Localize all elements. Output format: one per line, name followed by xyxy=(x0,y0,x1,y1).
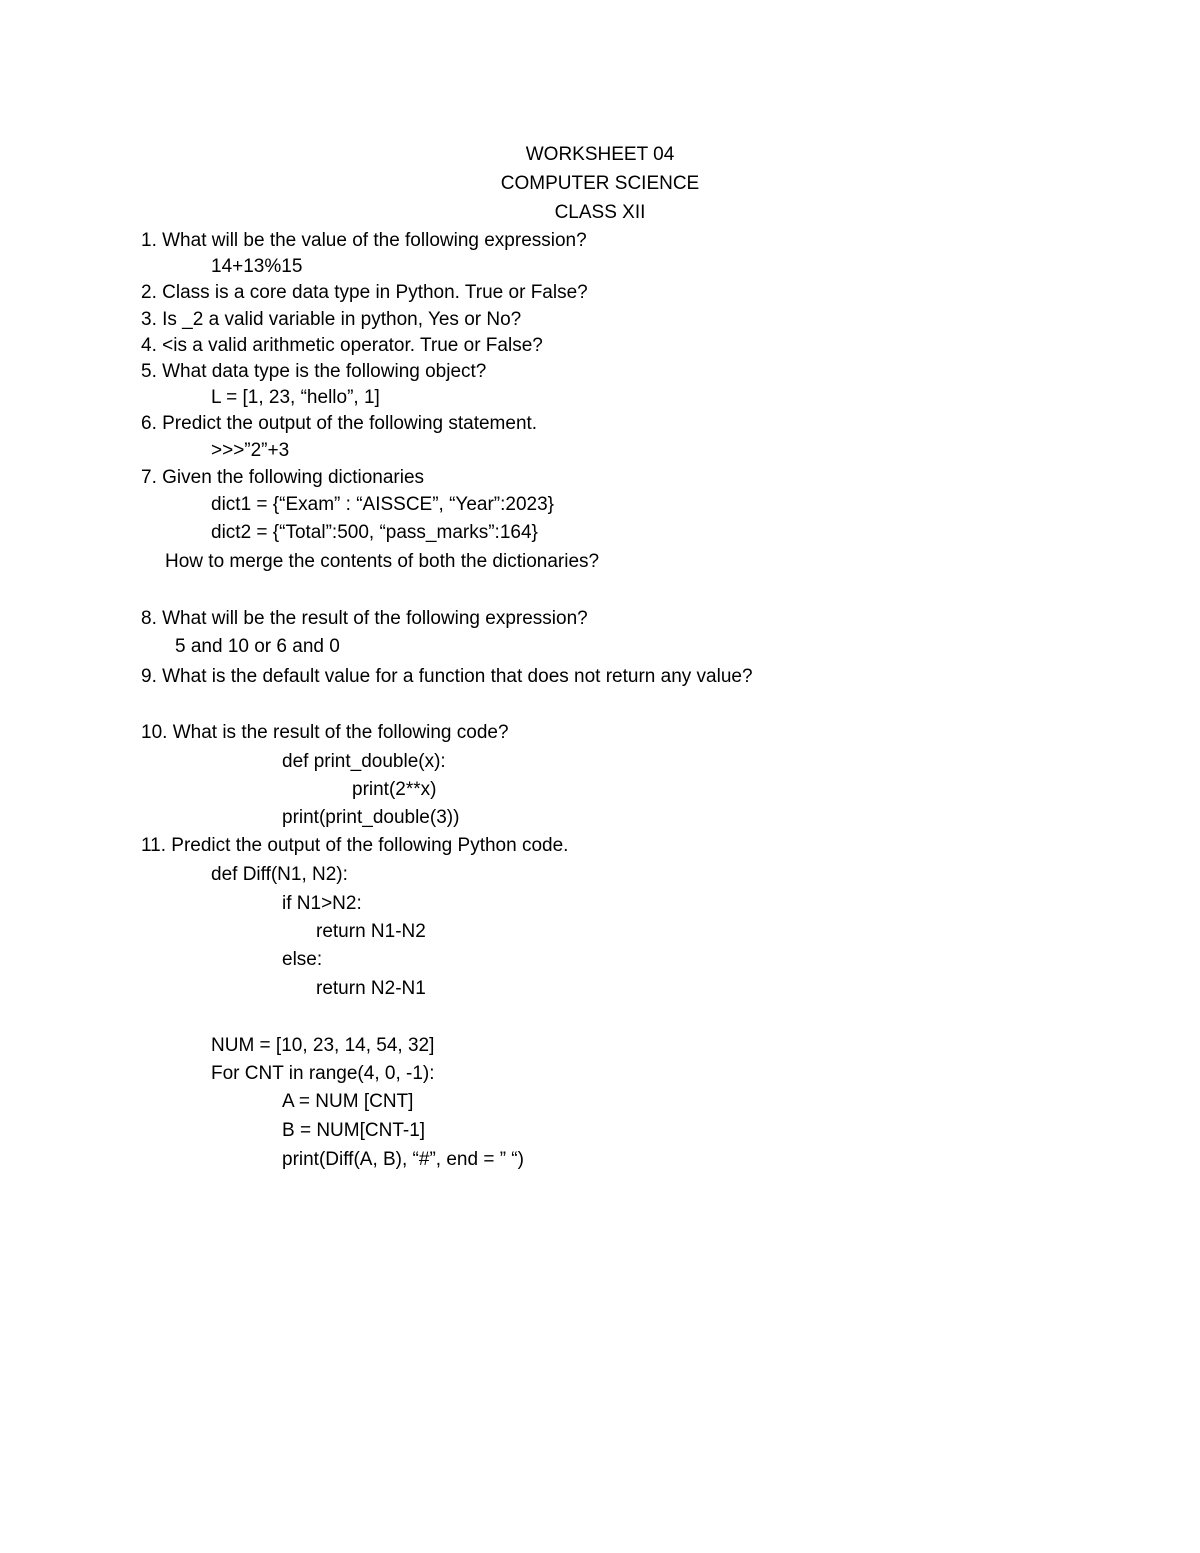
question-11-code-line: A = NUM [CNT] xyxy=(282,1091,414,1112)
question-5: 5. What data type is the following object? xyxy=(141,361,487,382)
worksheet-title: WORKSHEET 04 xyxy=(525,144,675,165)
question-11-code-line: if N1>N2: xyxy=(282,893,362,914)
question-10-code-line: print(print_double(3)) xyxy=(282,807,460,828)
question-11-code-line: print(Diff(A, B), “#”, end = ” “) xyxy=(282,1149,524,1170)
question-8-expression: 5 and 10 or 6 and 0 xyxy=(175,636,340,657)
question-1-expression: 14+13%15 xyxy=(211,256,303,277)
question-7-ask: How to merge the contents of both the dictionaries? xyxy=(165,551,600,572)
question-6: 6. Predict the output of the following statement. xyxy=(141,413,538,434)
subject-heading: COMPUTER SCIENCE xyxy=(500,173,700,194)
question-11-code-line: B = NUM[CNT-1] xyxy=(282,1120,426,1141)
question-11-code-line: For CNT in range(4, 0, -1): xyxy=(211,1063,435,1084)
question-11-code-line: else: xyxy=(282,949,323,970)
question-11-code-line: NUM = [10, 23, 14, 54, 32] xyxy=(211,1035,435,1056)
question-11-code-line: return N1-N2 xyxy=(316,921,426,942)
question-11-code-line: return N2-N1 xyxy=(316,978,426,999)
question-10: 10. What is the result of the following code? xyxy=(141,722,509,743)
question-2: 2. Class is a core data type in Python. True or False? xyxy=(141,282,588,303)
question-7-dict1: dict1 = {“Exam” : “AISSCE”, “Year”:2023} xyxy=(211,494,555,515)
question-5-object: L = [1, 23, “hello”, 1] xyxy=(211,387,380,408)
question-3: 3. Is _2 a valid variable in python, Yes or No? xyxy=(141,309,522,330)
question-10-code-line: def print_double(x): xyxy=(282,751,446,772)
question-4: 4. <is a valid arithmetic operator. True or False? xyxy=(141,335,543,356)
question-11-code-line: def Diff(N1, N2): xyxy=(211,864,348,885)
question-7: 7. Given the following dictionaries xyxy=(141,467,425,488)
question-11: 11. Predict the output of the following Python code. xyxy=(141,835,569,856)
question-8: 8. What will be the result of the following expression? xyxy=(141,608,588,629)
question-7-dict2: dict2 = {“Total”:500, “pass_marks”:164} xyxy=(211,522,538,543)
question-10-code-line: print(2**x) xyxy=(352,779,437,800)
question-9: 9. What is the default value for a function that does not return any value? xyxy=(141,666,753,687)
class-heading: CLASS XII xyxy=(554,202,646,223)
question-1: 1. What will be the value of the following expression? xyxy=(141,230,587,251)
question-6-statement: >>>”2”+3 xyxy=(211,440,290,461)
